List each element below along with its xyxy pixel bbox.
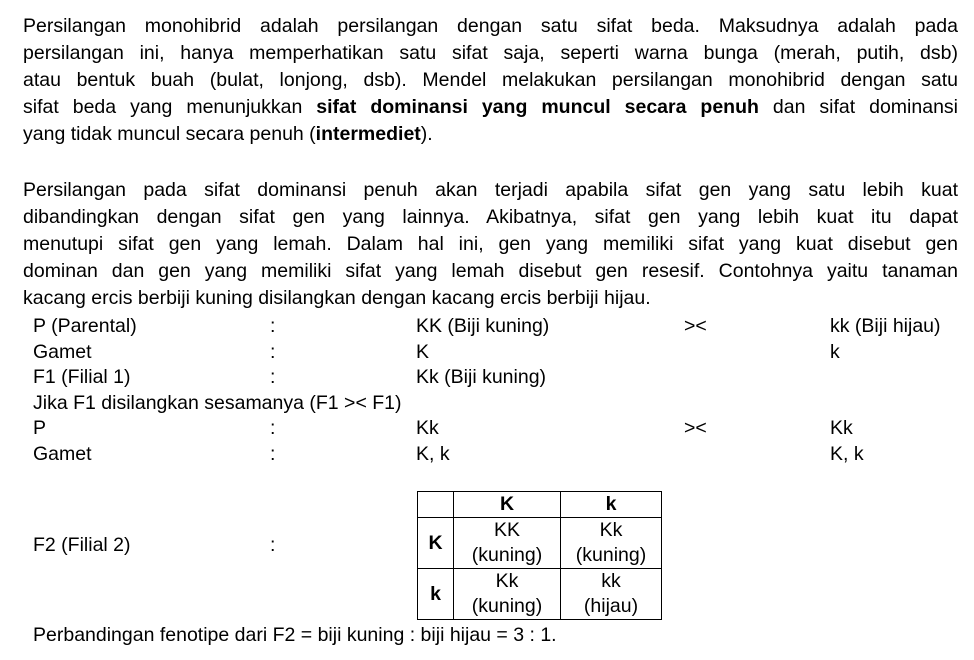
conclusion-text: Perbandingan fenotipe dari F2 = biji kuning : biji hijau = 3 : 1. xyxy=(33,624,557,646)
gamete1-value: K xyxy=(416,341,430,363)
punnett-row xyxy=(418,518,662,569)
parent1-value: KK (Biji kuning) xyxy=(416,315,550,337)
gamete2-value: K, k xyxy=(830,443,864,465)
row-label: P (Parental) xyxy=(33,315,137,337)
text-line: menutupi sifat gen yang lemah. Dalam hal ini, gen yang memiliki sifat yang kuat disebut gen xyxy=(23,233,958,255)
punnett-row xyxy=(418,569,662,620)
parent1-value: Kk xyxy=(416,417,439,439)
punnett-row-header: K xyxy=(418,518,454,569)
gamete1-value: K, k xyxy=(416,443,450,465)
punnett-cell xyxy=(561,569,662,620)
text-line xyxy=(23,94,958,121)
text-line xyxy=(23,121,958,148)
punnett-cell xyxy=(454,569,561,620)
row-label: Gamet xyxy=(33,443,92,465)
phenotype: (kuning) xyxy=(471,544,543,566)
colon: : xyxy=(270,366,276,388)
colon: : xyxy=(270,341,276,363)
punnett-row-header: k xyxy=(418,569,454,620)
text-line: Persilangan monohibrid adalah persilangan dengan satu sifat beda. Maksudnya adalah pada xyxy=(23,15,958,37)
punnett-square xyxy=(417,491,662,620)
text-line: dibandingkan dengan sifat gen yang lainnya. Akibatnya, sifat gen yang lebih kuat itu dapat xyxy=(23,206,958,228)
bold-term-intermediate: intermediet xyxy=(315,123,421,145)
row-label: F2 (Filial 2) xyxy=(33,534,131,556)
colon: : xyxy=(270,417,276,439)
row-label: Jika F1 disilangkan sesamanya (F1 >< F1) xyxy=(33,392,402,414)
f1-value: Kk (Biji kuning) xyxy=(416,366,547,388)
paragraph-monohybrid-definition xyxy=(23,13,958,148)
cross-symbol: >< xyxy=(684,417,707,439)
genotype: kk xyxy=(601,570,621,592)
punnett-cell xyxy=(561,518,662,569)
colon: : xyxy=(270,315,276,337)
row-label: Gamet xyxy=(33,341,92,363)
row-label: P xyxy=(33,417,47,439)
genotype: Kk xyxy=(495,570,519,592)
bold-term-full-dominance: sifat dominansi yang muncul secara penuh xyxy=(316,96,759,118)
punnett-header-row xyxy=(418,492,662,518)
punnett-col-header: k xyxy=(561,492,662,518)
text-segment: yang tidak muncul secara penuh ( xyxy=(23,123,316,145)
text-line: atau bentuk buah (bulat, lonjong, dsb). Mendel melakukan persilangan monohibrid dengan satu xyxy=(23,69,958,91)
phenotype: (hijau) xyxy=(583,595,639,617)
text-line: dominan dan gen yang memiliki sifat yang lemah disebut gen resesif. Contohnya yaitu tanaman xyxy=(23,260,958,282)
gamete2-value: k xyxy=(830,341,840,363)
text-segment: dan sifat dominansi xyxy=(758,96,958,118)
paragraph-full-dominance xyxy=(23,177,958,312)
punnett-corner-cell xyxy=(418,492,454,518)
parent2-value: kk (Biji hijau) xyxy=(830,315,941,337)
phenotype: (kuning) xyxy=(575,544,647,566)
text-line: kacang ercis berbiji kuning disilangkan dengan kacang ercis berbiji hijau. xyxy=(23,287,651,309)
colon: : xyxy=(270,534,276,556)
punnett-col-header: K xyxy=(454,492,561,518)
parent2-value: Kk xyxy=(830,417,853,439)
row-label: F1 (Filial 1) xyxy=(33,366,131,388)
punnett-cell xyxy=(454,518,561,569)
phenotype: (kuning) xyxy=(471,595,543,617)
cross-symbol: >< xyxy=(684,315,707,337)
text-segment: ). xyxy=(420,123,433,145)
text-line: Persilangan pada sifat dominansi penuh akan terjadi apabila sifat gen yang satu lebih kuat xyxy=(23,179,958,201)
genotype: Kk xyxy=(599,519,623,541)
colon: : xyxy=(270,443,276,465)
text-line: persilangan ini, hanya memperhatikan satu sifat saja, seperti warna bunga (merah, putih, dsb) xyxy=(23,42,958,64)
text-segment: sifat beda yang menunjukkan xyxy=(23,96,317,118)
genotype: KK xyxy=(493,519,520,541)
